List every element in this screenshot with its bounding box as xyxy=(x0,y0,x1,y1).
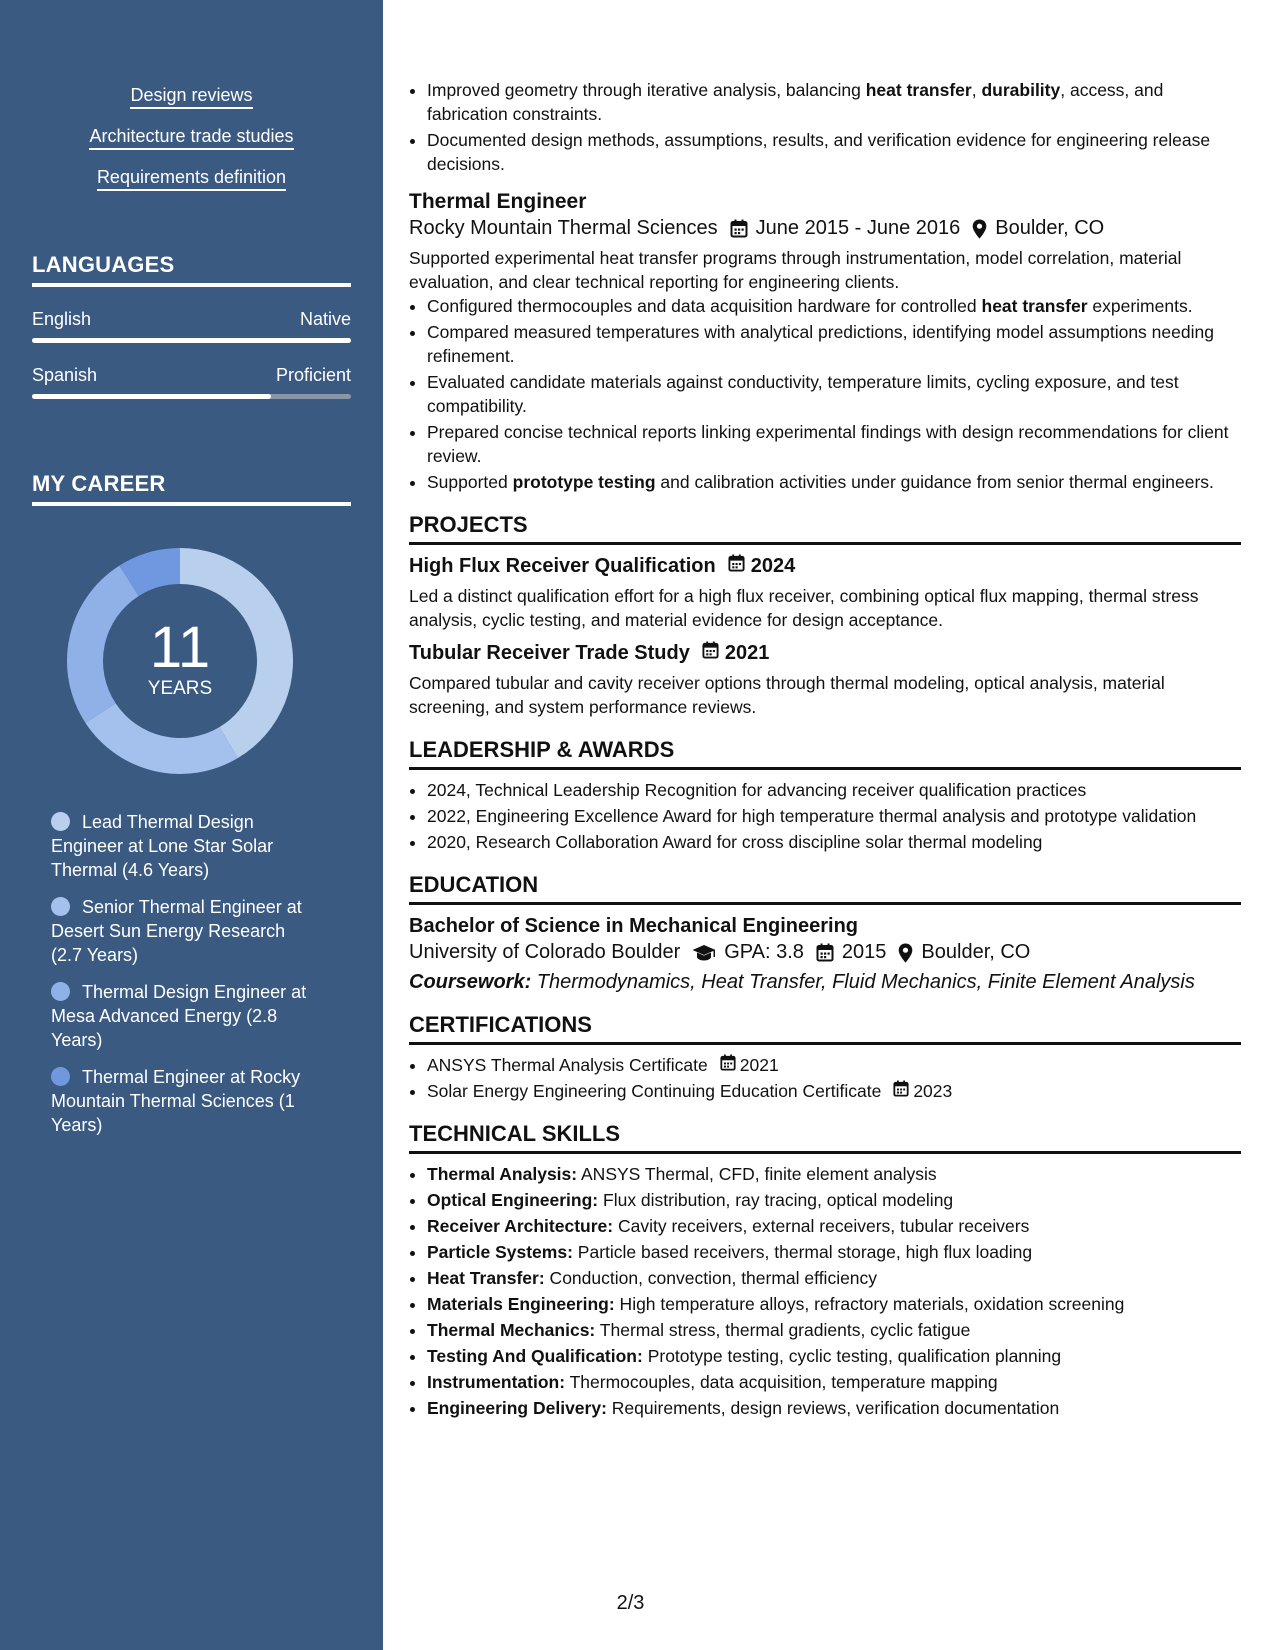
project-title: Tubular Receiver Trade Study xyxy=(409,641,690,664)
certifications-heading: CERTIFICATIONS xyxy=(409,1012,1241,1045)
graduation-cap-icon xyxy=(692,944,716,962)
career-legend-text: Senior Thermal Engineer at Desert Sun Energy Research (2.7 Years) xyxy=(51,897,302,965)
award-item: • 2020, Research Collaboration Award for cross discipline solar thermal modeling xyxy=(427,830,1241,854)
job-bullet: • Evaluated candidate materials against conductivity, temperature limits, cycling exposure, and test compatibility. xyxy=(427,370,1241,418)
project-description: Led a distinct qualification effort for a high flux receiver, combining optical flux mapping, thermal stress analysis, cyclic testing, and material evidence for design acceptance. xyxy=(409,586,1199,630)
strength-item: Requirements definition xyxy=(97,167,286,191)
job-bullet: • Improved geometry through iterative analysis, balancing heat transfer, durability, access, and fabrication constraints. xyxy=(427,78,1241,126)
certifications-list xyxy=(409,1053,1241,1103)
coursework-label: Coursework: xyxy=(409,971,532,993)
languages-heading: LANGUAGES xyxy=(32,252,351,287)
legend-dot-icon xyxy=(51,982,70,1001)
language-bar xyxy=(32,338,351,343)
career-legend-item xyxy=(51,980,321,1052)
language-bar-fill xyxy=(32,338,351,343)
skill-item: • Particle Systems: Particle based receivers, thermal storage, high flux loading xyxy=(427,1240,1241,1264)
job-title: Thermal Engineer xyxy=(409,190,587,213)
gpa: GPA: 3.8 xyxy=(724,941,804,963)
career-legend-text: Lead Thermal Design Engineer at Lone Star Solar Thermal (4.6 Years) xyxy=(51,812,274,880)
graduation-year: 2015 xyxy=(841,941,887,963)
projects-heading: PROJECTS xyxy=(409,512,1241,545)
career-donut-chart xyxy=(67,548,293,774)
project-year: 2021 xyxy=(724,641,770,664)
certification-item xyxy=(427,1079,1241,1103)
calendar-icon xyxy=(816,943,834,962)
language-item xyxy=(32,309,351,343)
language-bar-fill xyxy=(32,394,271,399)
calendar-icon xyxy=(720,1053,736,1077)
award-item: • 2022, Engineering Excellence Award for high temperature thermal analysis and prototype validation xyxy=(427,804,1241,828)
calendar-icon xyxy=(728,554,745,578)
legend-dot-icon xyxy=(51,1067,70,1086)
calendar-icon xyxy=(893,1079,909,1103)
language-bar xyxy=(32,394,351,399)
skills-heading: TECHNICAL SKILLS xyxy=(409,1121,1241,1154)
skill-item: • Testing And Qualification: Prototype testing, cyclic testing, qualification planning xyxy=(427,1344,1241,1368)
career-legend-item xyxy=(51,895,321,967)
skill-item: • Engineering Delivery: Requirements, design reviews, verification documentation xyxy=(427,1396,1241,1420)
project-title: High Flux Receiver Qualification xyxy=(409,554,716,577)
coursework xyxy=(409,971,1241,994)
career-section xyxy=(32,471,351,774)
job-bullet: • Compared measured temperatures with analytical predictions, identifying model assumptions needing refinement. xyxy=(427,320,1241,368)
legend-dot-icon xyxy=(51,812,70,831)
skill-item: • Thermal Analysis: ANSYS Thermal, CFD, finite element analysis xyxy=(427,1162,1241,1186)
education-meta xyxy=(409,941,1241,964)
school-location: Boulder, CO xyxy=(921,941,1031,963)
job-summary: Supported experimental heat transfer programs through instrumentation, model correlation, material evaluation, and clear technical reporting for engineering clients. xyxy=(409,248,1182,292)
job-bullet: • Supported prototype testing and calibration activities under guidance from senior thermal engineers. xyxy=(427,470,1241,494)
awards-list xyxy=(409,778,1241,854)
strengths-list xyxy=(0,85,383,208)
project-year: 2024 xyxy=(750,554,796,577)
job-company: Rocky Mountain Thermal Sciences xyxy=(409,217,718,239)
degree-title: Bachelor of Science in Mechanical Engineering xyxy=(409,915,859,937)
sidebar xyxy=(0,0,383,1650)
language-level: Proficient xyxy=(275,365,351,385)
map-pin-icon xyxy=(972,219,987,239)
skill-item: • Thermal Mechanics: Thermal stress, thermal gradients, cyclic fatigue xyxy=(427,1318,1241,1342)
languages-section xyxy=(32,252,351,399)
coursework-list: Thermodynamics, Heat Transfer, Fluid Mechanics, Finite Element Analysis xyxy=(531,971,1195,993)
career-total-unit: YEARS xyxy=(147,678,213,699)
job-bullet: • Prepared concise technical reports linking experimental findings with design recommendations for client review. xyxy=(427,420,1241,468)
career-total-years: 11 xyxy=(149,615,211,680)
certification-name: • ANSYS Thermal Analysis Certificate xyxy=(427,1055,708,1075)
page-number: 2/3 xyxy=(616,1592,645,1614)
awards-heading: LEADERSHIP & AWARDS xyxy=(409,737,1241,770)
language-level: Native xyxy=(299,309,351,329)
award-item: • 2024, Technical Leadership Recognition for advancing receiver qualification practices xyxy=(427,778,1241,802)
skill-item: • Heat Transfer: Conduction, convection, thermal efficiency xyxy=(427,1266,1241,1290)
legend-dot-icon xyxy=(51,897,70,916)
map-pin-icon xyxy=(898,943,913,963)
education-heading: EDUCATION xyxy=(409,872,1241,905)
previous-job-bullets xyxy=(409,78,1241,176)
language-name: English xyxy=(32,309,92,329)
language-item xyxy=(32,365,351,399)
job-location: Boulder, CO xyxy=(995,217,1105,239)
career-heading: MY CAREER xyxy=(32,471,351,506)
calendar-icon xyxy=(702,641,719,665)
career-legend-item xyxy=(51,1065,321,1137)
job-dates: June 2015 - June 2016 xyxy=(755,217,961,239)
project-item xyxy=(409,554,1241,632)
certification-year: 2023 xyxy=(913,1081,953,1101)
job-meta xyxy=(409,217,1241,240)
certification-year: 2021 xyxy=(739,1055,779,1075)
strength-item: Architecture trade studies xyxy=(89,126,293,150)
skill-item: • Instrumentation: Thermocouples, data acquisition, temperature mapping xyxy=(427,1370,1241,1394)
job-bullet: • Configured thermocouples and data acquisition hardware for controlled heat transfer experiments. xyxy=(427,294,1241,318)
career-legend-item xyxy=(51,810,321,882)
project-description: Compared tubular and cavity receiver options through thermal modeling, optical analysis, material screening, and system performance reviews. xyxy=(409,673,1165,717)
skill-item: • Optical Engineering: Flux distribution, ray tracing, optical modeling xyxy=(427,1188,1241,1212)
skill-item: • Materials Engineering: High temperature alloys, refractory materials, oxidation screening xyxy=(427,1292,1241,1316)
project-item xyxy=(409,641,1241,719)
school-name: University of Colorado Boulder xyxy=(409,941,681,963)
strength-item: Design reviews xyxy=(130,85,252,109)
certification-name: • Solar Energy Engineering Continuing Education Certificate xyxy=(427,1081,882,1101)
job-bullets xyxy=(409,294,1241,494)
skills-list xyxy=(409,1162,1241,1420)
certification-item xyxy=(427,1053,1241,1077)
skill-item: • Receiver Architecture: Cavity receivers, external receivers, tubular receivers xyxy=(427,1214,1241,1238)
language-name: Spanish xyxy=(32,365,98,385)
career-legend xyxy=(51,810,321,1137)
career-legend-text: Thermal Engineer at Rocky Mountain Thermal Sciences (1 Years) xyxy=(51,1067,301,1135)
calendar-icon xyxy=(730,219,748,238)
main-content xyxy=(383,0,1275,1650)
job-bullet: • Documented design methods, assumptions, results, and verification evidence for engineering release decisions. xyxy=(427,128,1241,176)
career-legend-text: Thermal Design Engineer at Mesa Advanced Energy (2.8 Years) xyxy=(51,982,307,1050)
